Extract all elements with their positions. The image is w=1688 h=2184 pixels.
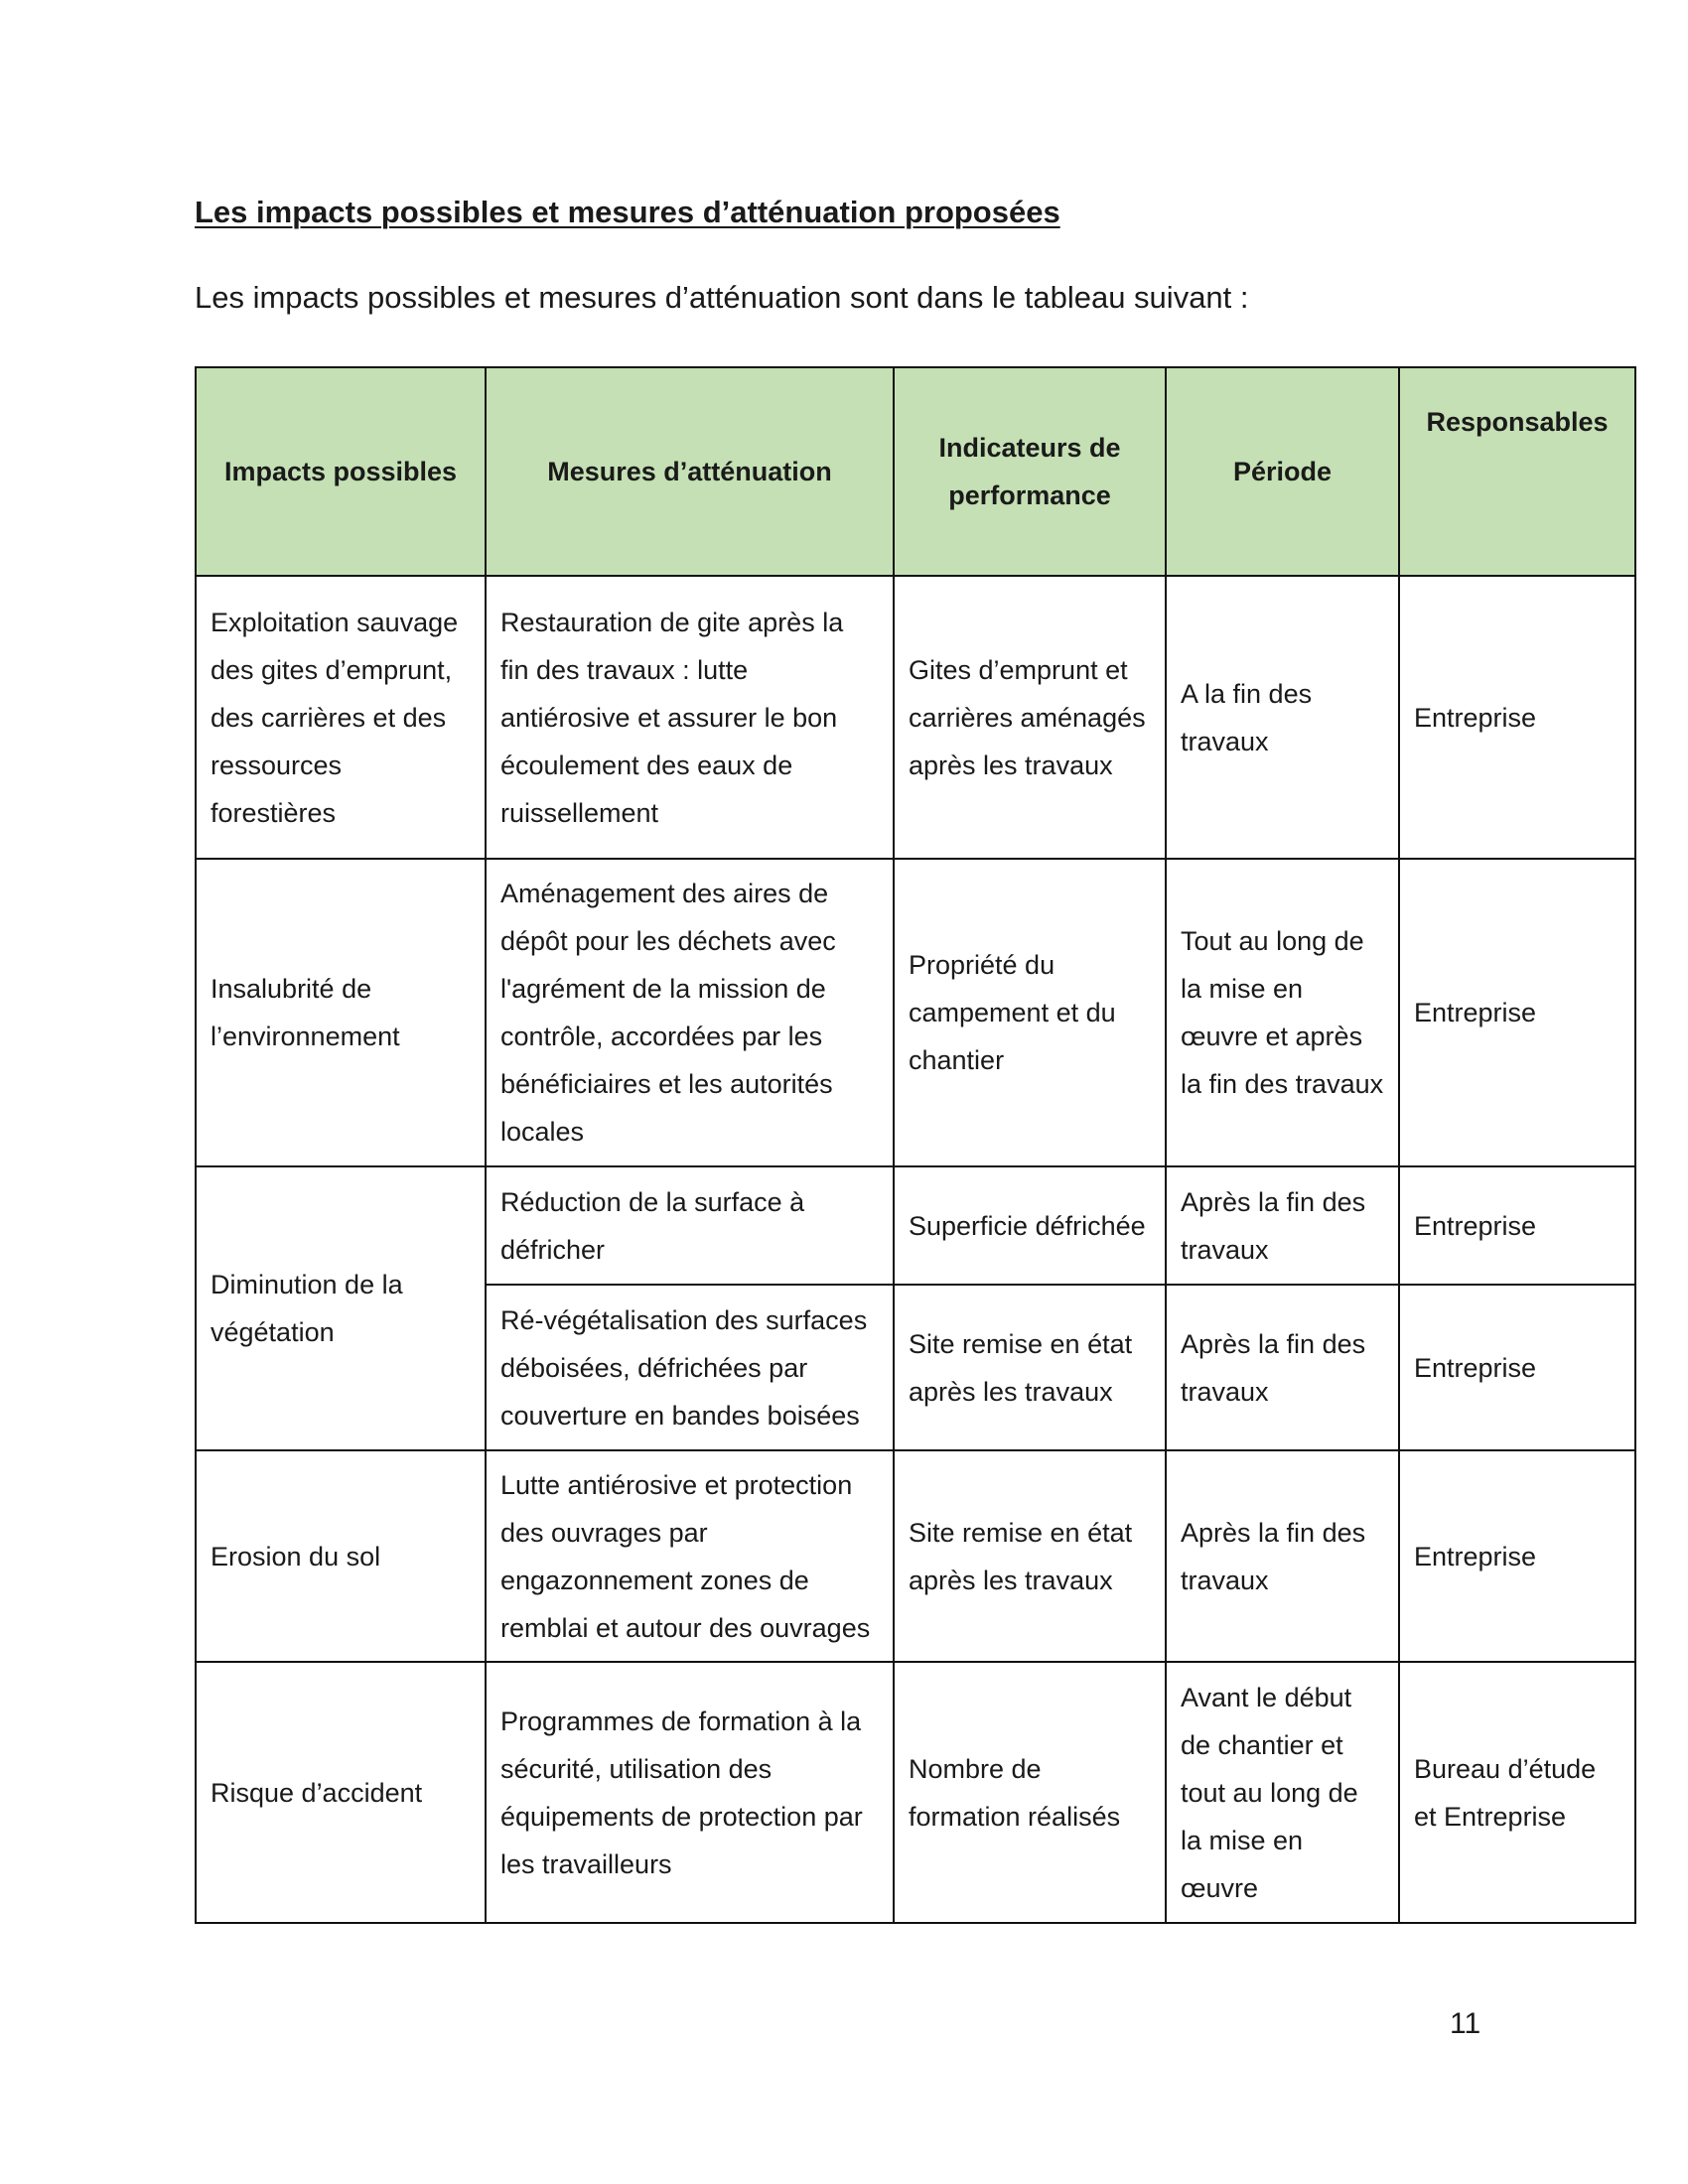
table-header-row — [196, 367, 1635, 576]
periode-cell: Avant le début de chantier et tout au long de la mise en œuvre — [1166, 1662, 1399, 1923]
header-mesures: Mesures d’atténuation — [486, 367, 894, 576]
table-row — [196, 859, 1635, 1166]
header-responsables: Responsables — [1399, 367, 1635, 576]
periode-cell: Après la fin des travaux — [1166, 1285, 1399, 1450]
indicateur-cell: Site remise en état après les travaux — [894, 1285, 1166, 1450]
table-row — [196, 1166, 1635, 1285]
mesure-cell: Ré-végétalisation des surfaces déboisées, défrichées par couverture en bandes boisées — [486, 1285, 894, 1450]
mesure-cell: Réduction de la surface à défricher — [486, 1166, 894, 1285]
responsable-cell: Bureau d’étude et Entreprise — [1399, 1662, 1635, 1923]
impact-cell: Erosion du sol — [196, 1450, 486, 1662]
mitigation-table — [195, 366, 1636, 1924]
table-row — [196, 1662, 1635, 1923]
intro-paragraph: Les impacts possibles et mesures d’atténuation sont dans le tableau suivant : — [195, 280, 1249, 315]
mesure-cell: Lutte antiérosive et protection des ouvrages par engazonnement zones de remblai et autour des ouvrages — [486, 1450, 894, 1662]
table-row — [196, 1450, 1635, 1662]
header-indicateurs: Indicateurs de performance — [894, 367, 1166, 576]
indicateur-cell: Superficie défrichée — [894, 1166, 1166, 1285]
periode-cell: Après la fin des travaux — [1166, 1450, 1399, 1662]
section-heading: Les impacts possibles et mesures d’atténuation proposées — [195, 195, 1060, 229]
page-number: 11 — [1450, 2007, 1481, 2040]
indicateur-cell: Gites d’emprunt et carrières aménagés après les travaux — [894, 576, 1166, 859]
indicateur-cell: Site remise en état après les travaux — [894, 1450, 1166, 1662]
responsable-cell: Entreprise — [1399, 576, 1635, 859]
mesure-cell: Programmes de formation à la sécurité, utilisation des équipements de protection par les travailleurs — [486, 1662, 894, 1923]
header-periode: Période — [1166, 367, 1399, 576]
header-impacts: Impacts possibles — [196, 367, 486, 576]
impact-cell: Diminution de la végétation — [196, 1166, 486, 1450]
responsable-cell: Entreprise — [1399, 1450, 1635, 1662]
indicateur-cell: Propriété du campement et du chantier — [894, 859, 1166, 1166]
periode-cell: A la fin des travaux — [1166, 576, 1399, 859]
impact-cell: Exploitation sauvage des gites d’emprunt, des carrières et des ressources forestières — [196, 576, 486, 859]
impact-cell: Risque d’accident — [196, 1662, 486, 1923]
impact-cell: Insalubrité de l’environnement — [196, 859, 486, 1166]
table-row — [196, 576, 1635, 859]
mesure-cell: Restauration de gite après la fin des travaux : lutte antiérosive et assurer le bon écoulement des eaux de ruissellement — [486, 576, 894, 859]
periode-cell: Tout au long de la mise en œuvre et après la fin des travaux — [1166, 859, 1399, 1166]
responsable-cell: Entreprise — [1399, 859, 1635, 1166]
periode-cell: Après la fin des travaux — [1166, 1166, 1399, 1285]
responsable-cell: Entreprise — [1399, 1285, 1635, 1450]
indicateur-cell: Nombre de formation réalisés — [894, 1662, 1166, 1923]
responsable-cell: Entreprise — [1399, 1166, 1635, 1285]
mesure-cell: Aménagement des aires de dépôt pour les déchets avec l'agrément de la mission de contrôle, accordées par les bénéficiaires et les autorités locales — [486, 859, 894, 1166]
